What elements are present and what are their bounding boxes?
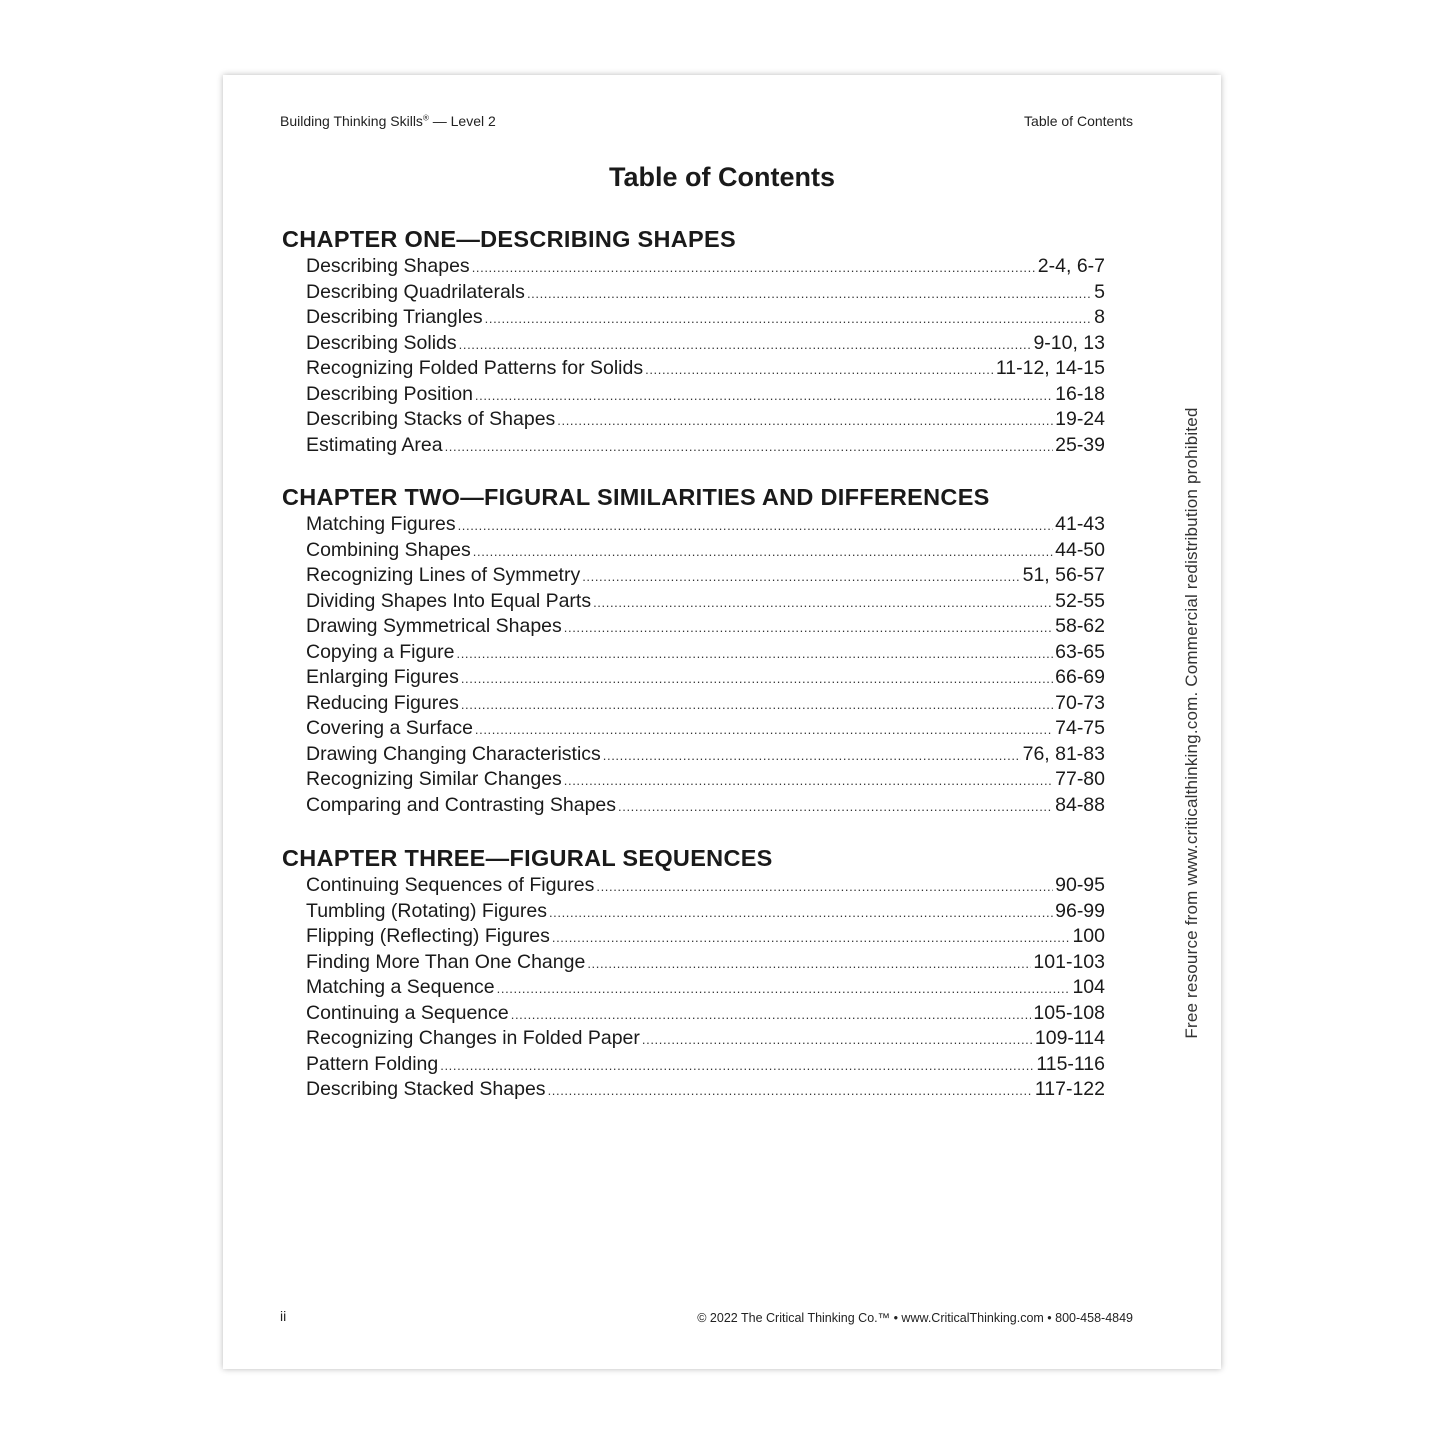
dot-leader — [472, 255, 1036, 281]
toc-entry-title: Comparing and Contrasting Shapes — [306, 793, 617, 816]
chapter-heading: CHAPTER THREE—FIGURAL SEQUENCES — [282, 845, 773, 871]
dot-leader — [497, 976, 1071, 1002]
running-header-left: Building Thinking Skills® — Level 2 — [280, 113, 496, 129]
chapter-heading: CHAPTER ONE—DESCRIBING SHAPES — [282, 226, 736, 252]
toc-entry-pages: 66-69 — [1055, 666, 1105, 688]
dot-leader — [461, 666, 1053, 692]
toc-entry — [282, 280, 1105, 306]
dot-leader — [440, 1053, 1034, 1079]
toc-entry — [282, 589, 1105, 615]
toc-entry-title: Drawing Changing Characteristics — [306, 742, 601, 765]
toc-entry-pages: 76, 81-83 — [1022, 742, 1105, 765]
dot-leader — [527, 281, 1092, 307]
toc-entry-pages: 16-18 — [1055, 382, 1105, 405]
dot-leader — [645, 357, 994, 383]
dot-leader — [549, 900, 1053, 926]
dot-leader — [475, 383, 1053, 409]
toc-entry-pages: 11-12, 14-15 — [995, 357, 1105, 379]
toc-entry — [282, 742, 1105, 768]
dot-leader — [473, 539, 1053, 565]
toc-entry — [282, 640, 1105, 666]
dot-leader — [552, 925, 1071, 951]
toc-entry-pages: 77-80 — [1055, 768, 1105, 790]
toc-entry — [282, 382, 1105, 408]
toc-entry — [282, 356, 1105, 382]
toc-entry-title: Covering a Surface — [306, 717, 473, 739]
toc-entry-title: Recognizing Folded Patterns for Solids — [306, 357, 644, 379]
toc-entry-title: Reducing Figures — [306, 691, 459, 714]
toc-entry-pages: 70-73 — [1055, 691, 1105, 714]
toc-entry-title: Continuing Sequences of Figures — [306, 874, 595, 896]
toc-entry — [282, 563, 1105, 589]
toc-entry-pages: 41-43 — [1055, 513, 1105, 535]
toc-entry — [282, 975, 1105, 1001]
toc-entry — [282, 924, 1105, 950]
dot-leader — [445, 434, 1054, 460]
toc-entry — [282, 254, 1105, 280]
toc-entry-title: Pattern Folding — [306, 1052, 439, 1075]
toc-entry-pages: 104 — [1072, 976, 1105, 998]
toc-entry-title: Describing Quadrilaterals — [306, 280, 525, 303]
toc-entry — [282, 873, 1105, 899]
running-header — [280, 113, 1133, 129]
toc-entry-pages: 5 — [1094, 280, 1105, 303]
toc-entry-pages: 90-95 — [1055, 874, 1105, 896]
dot-leader — [557, 408, 1053, 434]
toc-entry — [282, 512, 1105, 538]
toc-entry — [282, 899, 1105, 925]
toc-entry-pages: 117-122 — [1034, 1078, 1105, 1100]
toc-entry-title: Dividing Shapes Into Equal Parts — [306, 589, 592, 612]
toc-entry — [282, 1077, 1105, 1103]
dot-leader — [564, 615, 1053, 641]
toc-entry-pages: 74-75 — [1055, 717, 1105, 739]
dot-leader — [642, 1027, 1033, 1053]
dot-leader — [457, 641, 1054, 667]
dot-leader — [485, 306, 1092, 332]
chapter-heading: CHAPTER TWO—FIGURAL SIMILARITIES AND DIFFERENCES — [282, 484, 990, 510]
toc-entry-pages: 2-4, 6-7 — [1037, 255, 1105, 277]
toc-entry-title: Drawing Symmetrical Shapes — [306, 615, 562, 637]
dot-leader — [475, 717, 1053, 743]
toc-entry-title: Describing Position — [306, 382, 473, 405]
toc-entry — [282, 305, 1105, 331]
dot-leader — [603, 743, 1021, 769]
chapter-three — [282, 844, 1105, 1103]
toc-entry-pages: 25-39 — [1055, 433, 1105, 456]
dot-leader — [587, 951, 1031, 977]
toc-entry-title: Describing Solids — [306, 331, 457, 354]
toc-entry-title: Estimating Area — [306, 433, 443, 456]
toc-entry-pages: 58-62 — [1055, 615, 1105, 637]
dot-leader — [511, 1002, 1032, 1028]
toc-entry-pages: 9-10, 13 — [1033, 331, 1105, 354]
toc-entry — [282, 1026, 1105, 1052]
toc-entry — [282, 1001, 1105, 1027]
toc-entry-title: Matching a Sequence — [306, 976, 495, 998]
toc-entry-title: Continuing a Sequence — [306, 1001, 509, 1024]
toc-entry — [282, 950, 1105, 976]
toc-entry — [282, 433, 1105, 459]
toc-entry-pages: 101-103 — [1033, 950, 1105, 973]
toc-entry — [282, 538, 1105, 564]
chapter-two — [282, 483, 1105, 818]
dot-leader — [458, 513, 1054, 539]
toc-entry-title: Matching Figures — [306, 513, 456, 535]
toc-entry — [282, 407, 1105, 433]
dot-leader — [461, 692, 1053, 718]
toc-entry-pages: 96-99 — [1055, 899, 1105, 922]
page-number: ii — [280, 1308, 287, 1324]
toc-entry-pages: 51, 56-57 — [1022, 564, 1105, 586]
toc-entry-title: Recognizing Changes in Folded Paper — [306, 1027, 640, 1049]
toc-entry-title: Tumbling (Rotating) Figures — [306, 899, 547, 922]
toc-entry-pages: 44-50 — [1055, 538, 1105, 561]
toc-entry-pages: 115-116 — [1036, 1052, 1105, 1075]
chapter-one — [282, 225, 1105, 458]
copyright-footer: © 2022 The Critical Thinking Co.™ • www.CriticalThinking.com • 800-458-4849 — [697, 1311, 1133, 1325]
toc-entry-title: Describing Shapes — [306, 255, 470, 277]
running-header-right: Table of Contents — [1024, 113, 1133, 129]
dot-leader — [596, 874, 1053, 900]
toc-entry — [282, 767, 1105, 793]
toc-entry-pages: 63-65 — [1055, 640, 1105, 663]
toc-entry-title: Describing Stacks of Shapes — [306, 408, 556, 430]
toc-entry-pages: 105-108 — [1033, 1001, 1105, 1024]
toc-entry — [282, 793, 1105, 819]
toc-entry-title: Describing Stacked Shapes — [306, 1078, 546, 1100]
toc-entries — [282, 512, 1105, 818]
toc-entries — [282, 254, 1105, 458]
toc-entry-title: Enlarging Figures — [306, 666, 459, 688]
toc-entry-title: Recognizing Lines of Symmetry — [306, 564, 581, 586]
toc-entry — [282, 691, 1105, 717]
toc-entry-pages: 19-24 — [1055, 408, 1105, 430]
toc-entries — [282, 873, 1105, 1103]
toc-entry — [282, 1052, 1105, 1078]
toc-entry — [282, 665, 1105, 691]
dot-leader — [564, 768, 1053, 794]
toc-entry — [282, 716, 1105, 742]
toc-entry-pages: 8 — [1094, 306, 1105, 328]
redistribution-notice: Free resource from www.criticalthinking.com. Commercial redistribution prohibited — [1182, 407, 1201, 1039]
toc-entry — [282, 331, 1105, 357]
dot-leader — [548, 1078, 1033, 1104]
toc-entry-pages: 109-114 — [1034, 1027, 1105, 1049]
document-page — [223, 75, 1221, 1369]
toc-entry-title: Combining Shapes — [306, 538, 471, 561]
toc-entry-pages: 84-88 — [1055, 793, 1105, 816]
page-title: Table of Contents — [609, 162, 835, 192]
toc-entry-title: Flipping (Reflecting) Figures — [306, 925, 550, 947]
dot-leader — [593, 590, 1053, 616]
toc-entry-pages: 100 — [1072, 925, 1105, 947]
toc-entry-pages: 52-55 — [1055, 589, 1105, 612]
toc-entry-title: Finding More Than One Change — [306, 950, 586, 973]
dot-leader — [582, 564, 1020, 590]
dot-leader — [618, 794, 1053, 820]
toc-entry-title: Recognizing Similar Changes — [306, 768, 562, 790]
toc-entry — [282, 614, 1105, 640]
toc-entry-title: Copying a Figure — [306, 640, 455, 663]
dot-leader — [459, 332, 1032, 358]
toc-entry-title: Describing Triangles — [306, 306, 483, 328]
